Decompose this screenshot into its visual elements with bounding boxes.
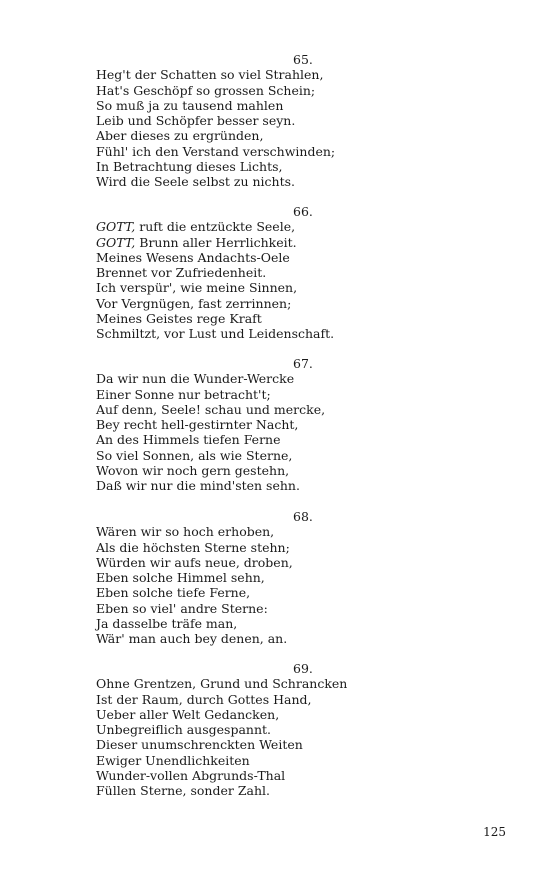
verse-text: Aber dieses zu ergründen,: [96, 128, 264, 144]
italic-word: GOTT,: [96, 219, 136, 235]
verse-text: Brennet vor Zufriedenheit.: [96, 265, 267, 281]
verse-text: Eben so viel' andre Sterne:: [96, 600, 268, 616]
verse-line: [96, 280, 356, 295]
verse-line: [96, 387, 356, 402]
verse-line: [96, 174, 356, 189]
verse-line: [96, 432, 356, 447]
stanza-69: [96, 661, 356, 799]
verse-line: [96, 250, 356, 265]
stanza-68: [96, 509, 356, 647]
verse-text: Vor Vergnügen, fast zerrinnen;: [96, 295, 292, 311]
verse-line: [96, 296, 356, 311]
verse-text: Füllen Sterne, sonder Zahl.: [96, 783, 270, 799]
verse-line: [96, 524, 356, 539]
verse-text: Würden wir aufs neue, droben,: [96, 554, 293, 570]
verse-line: [96, 616, 356, 631]
verse-text: An des Himmels tiefen Ferne: [96, 432, 281, 448]
verse-line: [96, 219, 356, 234]
verse-text: Ewiger Unendlichkeiten: [96, 752, 250, 768]
verse-text: In Betrachtung dieses Lichts,: [96, 159, 283, 175]
verse-line: [96, 478, 356, 493]
verse-line: [96, 83, 356, 98]
stanza-65: [96, 52, 356, 190]
verse-text: Auf denn, Seele! schau und mercke,: [96, 401, 326, 417]
verse-text: Heg't der Schatten so viel Strahlen,: [96, 67, 324, 83]
verse-text: Wär' man auch bey denen, an.: [96, 631, 288, 647]
verse-line: [96, 448, 356, 463]
verse-line: [96, 128, 356, 143]
verse-line: [96, 326, 356, 341]
verse-line: [96, 555, 356, 570]
verse-line: [96, 753, 356, 768]
verse-text: So viel Sonnen, als wie Sterne,: [96, 447, 293, 463]
verse-text: Wird die Seele selbst zu nichts.: [96, 174, 296, 190]
verse-text: Ist der Raum, durch Gottes Hand,: [96, 691, 312, 707]
verse-line: [96, 463, 356, 478]
verse-text: Leib und Schöpfer besser seyn.: [96, 113, 296, 129]
verse-text: Wunder-vollen Abgrunds-Thal: [96, 768, 286, 784]
verse-text: Eben solche Himmel sehn,: [96, 570, 265, 586]
verse-line: [96, 570, 356, 585]
verse-text: Ohne Grentzen, Grund und Schrancken: [96, 676, 348, 692]
verse-text: ruft die entzückte Seele,: [135, 219, 296, 235]
verse-text: Schmiltzt, vor Lust und Leidenschaft.: [96, 326, 335, 342]
verse-text: Hat's Geschöpf so grossen Schein;: [96, 82, 316, 98]
verse-text: Daß wir nur die mind'sten sehn.: [96, 478, 300, 494]
verse-text: Bey recht hell-gestirnter Nacht,: [96, 417, 299, 433]
italic-word: GOTT,: [96, 234, 136, 250]
verse-line: [96, 98, 356, 113]
verse-text: Wären wir so hoch erhoben,: [96, 524, 275, 540]
stanza-number: 68.: [293, 509, 313, 524]
page-number: 125: [483, 825, 506, 839]
stanza-number: 65.: [293, 52, 313, 67]
verse-line: [96, 737, 356, 752]
verse-text: Einer Sonne nur betracht't;: [96, 386, 271, 402]
verse-line: [96, 235, 356, 250]
stanza-number: 67.: [293, 356, 313, 371]
verse-line: [96, 417, 356, 432]
verse-text: Meines Geistes rege Kraft: [96, 311, 262, 327]
verse-text: Dieser unumschrenckten Weiten: [96, 737, 303, 753]
verse-line: [96, 722, 356, 737]
verse-text: Als die höchsten Sterne stehn;: [96, 539, 290, 555]
verse-text: Unbegreiflich ausgespannt.: [96, 722, 271, 738]
verse-line: [96, 707, 356, 722]
verse-line: [96, 265, 356, 280]
verse-text: Fühl' ich den Verstand verschwinden;: [96, 143, 336, 159]
stanza-67: [96, 356, 356, 494]
verse-line: [96, 159, 356, 174]
verse-text: Ich verspür', wie meine Sinnen,: [96, 280, 298, 296]
verse-line: [96, 144, 356, 159]
verse-line: [96, 67, 356, 82]
verse-line: [96, 585, 356, 600]
verse-text: Ueber aller Welt Gedancken,: [96, 706, 280, 722]
stanza-number: 69.: [293, 661, 313, 676]
verse-line: [96, 540, 356, 555]
stanza-number: 66.: [293, 204, 313, 219]
verse-line: [96, 311, 356, 326]
verse-line: [96, 692, 356, 707]
verse-line: [96, 783, 356, 798]
verse-text: So muß ja zu tausend mahlen: [96, 97, 284, 113]
verse-line: [96, 676, 356, 691]
verse-line: [96, 631, 356, 646]
verse-line: [96, 113, 356, 128]
verse-text: Brunn aller Herrlichkeit.: [135, 234, 297, 250]
verse-text: Meines Wesens Andachts-Oele: [96, 249, 290, 265]
verse-line: [96, 768, 356, 783]
stanza-66: [96, 204, 356, 342]
verse-text: Wovon wir noch gern gestehn,: [96, 463, 290, 479]
verse-line: [96, 402, 356, 417]
verse-text: Eben solche tiefe Ferne,: [96, 585, 251, 601]
verse-line: [96, 601, 356, 616]
verse-text: Da wir nun die Wunder-Wercke: [96, 371, 295, 387]
verse-line: [96, 371, 356, 386]
verse-text: Ja dasselbe träfe man,: [96, 616, 238, 632]
